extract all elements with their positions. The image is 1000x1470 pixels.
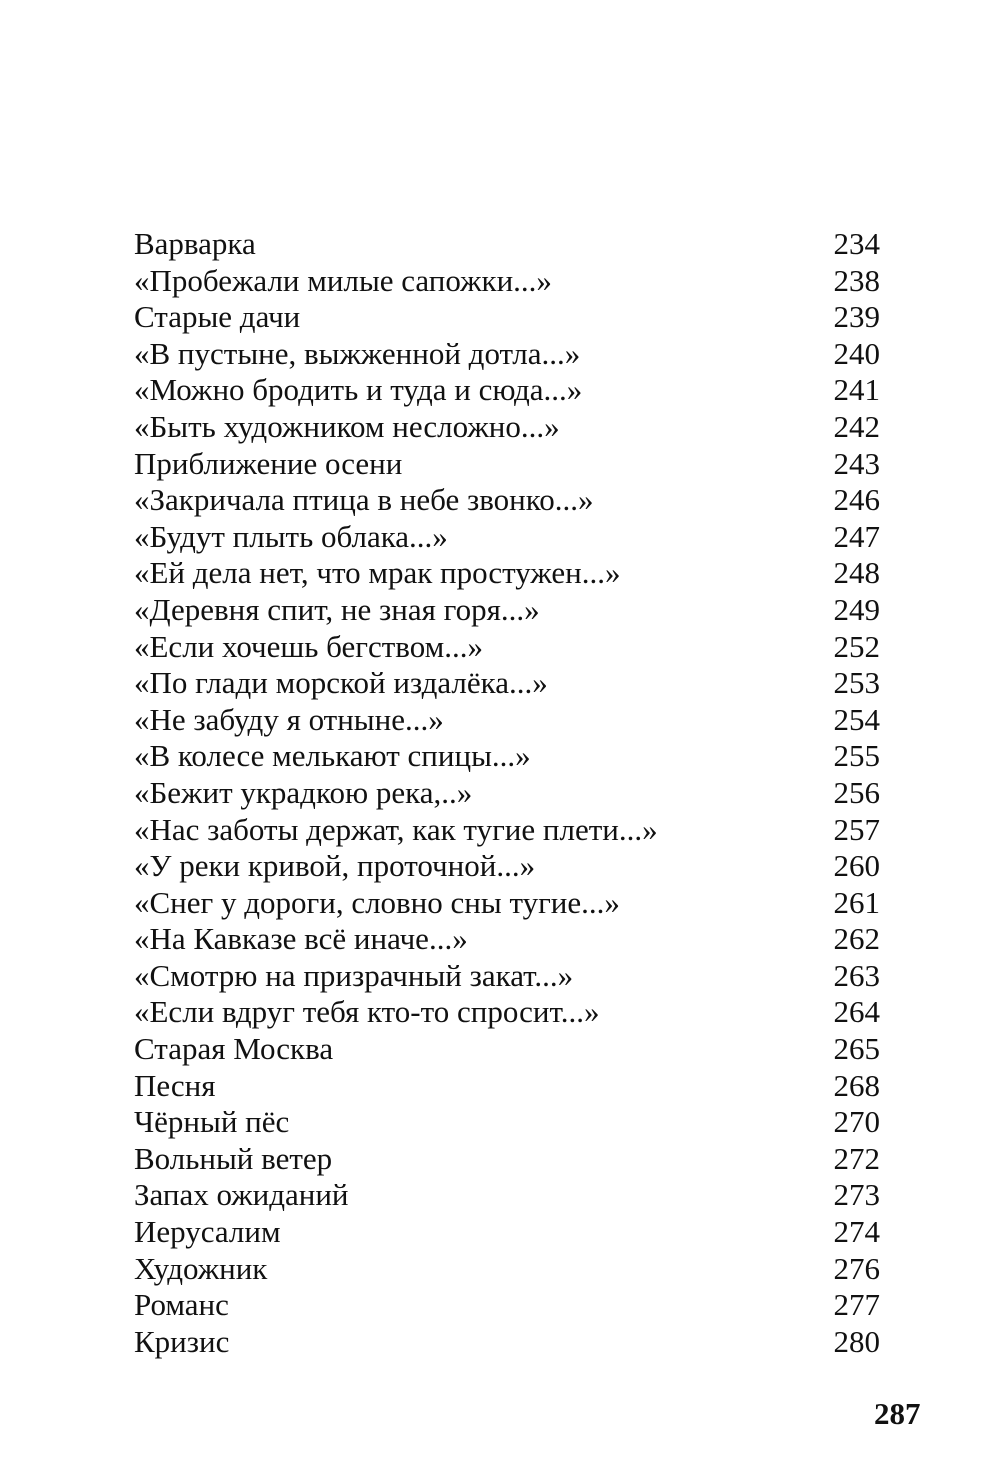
toc-entry bbox=[134, 592, 880, 629]
toc-entry-title: Запах ожиданий bbox=[134, 1177, 349, 1213]
toc-entry bbox=[134, 226, 880, 263]
toc-entry-page-number: 268 bbox=[833, 1067, 880, 1103]
toc-entry-title: «Деревня спит, не зная горя...» bbox=[134, 591, 540, 627]
toc-entry-title: «Закричала птица в небе звонко...» bbox=[134, 482, 594, 518]
toc-entry-title: «У реки кривой, проточной...» bbox=[134, 848, 536, 884]
toc-entry-page-number: 240 bbox=[833, 335, 880, 371]
toc-entry-title: «В пустыне, выжженной дотла...» bbox=[134, 335, 581, 371]
toc-entry-title: Варварка bbox=[134, 226, 256, 261]
toc-entry bbox=[134, 263, 880, 300]
toc-entry bbox=[134, 1141, 880, 1178]
toc-entry bbox=[134, 629, 880, 666]
toc-entry-title: «Можно бродить и туда и сюда...» bbox=[134, 372, 583, 408]
toc-entry-title: Чёрный пёс bbox=[134, 1104, 290, 1140]
toc-entry-page-number: 253 bbox=[833, 665, 880, 701]
toc-entry bbox=[134, 446, 880, 483]
toc-entry-title: Романс bbox=[134, 1287, 229, 1323]
toc-entry-page-number: 272 bbox=[833, 1140, 880, 1176]
toc-entry bbox=[134, 921, 880, 958]
toc-entry-title: «Бежит украдкою река,..» bbox=[134, 774, 473, 810]
toc-entry-title: Старая Москва bbox=[134, 1031, 334, 1067]
toc-entry-page-number: 256 bbox=[833, 774, 880, 810]
toc-entry-title: Приближение осени bbox=[134, 445, 403, 481]
toc-entry bbox=[134, 958, 880, 995]
toc-entry bbox=[134, 1214, 880, 1251]
toc-entry-page-number: 238 bbox=[833, 262, 880, 298]
toc-entry bbox=[134, 702, 880, 739]
toc-entry-title: «На Кавказе всё иначе...» bbox=[134, 921, 468, 957]
toc-entry bbox=[134, 848, 880, 885]
toc-entry-title: «Будут плыть облака...» bbox=[134, 518, 448, 554]
toc-entry-title: «Если хочешь бегством...» bbox=[134, 628, 483, 664]
toc-entry bbox=[134, 336, 880, 373]
toc-entry bbox=[134, 665, 880, 702]
toc-entry-page-number: 264 bbox=[833, 994, 880, 1030]
toc-entry-title: Песня bbox=[134, 1067, 216, 1103]
toc-entry-page-number: 248 bbox=[833, 555, 880, 591]
toc-entry bbox=[134, 1031, 880, 1068]
toc-entry-page-number: 243 bbox=[833, 445, 880, 481]
toc-entry bbox=[134, 555, 880, 592]
toc-entry-page-number: 273 bbox=[833, 1177, 880, 1213]
toc-entry-title: «Снег у дороги, словно сны тугие...» bbox=[134, 884, 620, 920]
toc-entry bbox=[134, 372, 880, 409]
toc-entry-title: Кризис bbox=[134, 1323, 230, 1359]
toc-entry bbox=[134, 775, 880, 812]
toc-entry bbox=[134, 519, 880, 556]
toc-entry-page-number: 274 bbox=[833, 1214, 880, 1250]
toc-entry-title: «Если вдруг тебя кто-то спросит...» bbox=[134, 994, 600, 1030]
toc-entry bbox=[134, 409, 880, 446]
toc-entry-page-number: 246 bbox=[833, 482, 880, 518]
toc-entry-page-number: 255 bbox=[833, 738, 880, 774]
toc-entry-title: «Не забуду я отныне...» bbox=[134, 701, 444, 737]
toc-entry-title: «Быть художником несложно...» bbox=[134, 408, 560, 444]
toc-entry-title: «Ей дела нет, что мрак простужен...» bbox=[134, 555, 621, 591]
toc-entry-page-number: 239 bbox=[833, 299, 880, 335]
toc-entry-title: «Смотрю на призрачный закат...» bbox=[134, 957, 574, 993]
toc-entry bbox=[134, 1287, 880, 1324]
toc-entry-page-number: 252 bbox=[833, 628, 880, 664]
table-of-contents bbox=[134, 226, 880, 1360]
toc-entry-page-number: 260 bbox=[833, 848, 880, 884]
toc-entry-page-number: 277 bbox=[833, 1287, 880, 1323]
page-number: 287 bbox=[874, 1396, 921, 1431]
toc-entry-page-number: 254 bbox=[833, 701, 880, 737]
toc-entry bbox=[134, 299, 880, 336]
toc-entry-page-number: 261 bbox=[833, 884, 880, 920]
toc-entry-page-number: 241 bbox=[833, 372, 880, 408]
toc-entry bbox=[134, 1251, 880, 1288]
toc-entry-page-number: 263 bbox=[833, 957, 880, 993]
toc-entry bbox=[134, 1324, 880, 1361]
toc-entry bbox=[134, 1104, 880, 1141]
toc-entry-title: «По глади морской издалёка...» bbox=[134, 665, 548, 701]
toc-entry-page-number: 265 bbox=[833, 1031, 880, 1067]
toc-entry-title: Иерусалим bbox=[134, 1214, 281, 1250]
toc-entry-page-number: 262 bbox=[833, 921, 880, 957]
toc-entry bbox=[134, 994, 880, 1031]
toc-entry-title: Вольный ветер bbox=[134, 1140, 333, 1176]
toc-entry-title: «Нас заботы держат, как тугие плети...» bbox=[134, 811, 658, 847]
toc-entry bbox=[134, 812, 880, 849]
toc-entry-page-number: 270 bbox=[833, 1104, 880, 1140]
toc-entry-page-number: 242 bbox=[833, 408, 880, 444]
toc-entry bbox=[134, 738, 880, 775]
toc-entry-title: Художник bbox=[134, 1250, 268, 1286]
toc-entry-title: «В колесе мелькают спицы...» bbox=[134, 738, 531, 774]
toc-entry-page-number: 247 bbox=[833, 518, 880, 554]
toc-entry-page-number: 234 bbox=[833, 226, 880, 261]
toc-entry bbox=[134, 1177, 880, 1214]
toc-entry bbox=[134, 885, 880, 922]
toc-entry bbox=[134, 1068, 880, 1105]
toc-entry-title: «Пробежали милые сапожки...» bbox=[134, 262, 552, 298]
toc-entry bbox=[134, 482, 880, 519]
toc-entry-page-number: 276 bbox=[833, 1250, 880, 1286]
toc-entry-page-number: 257 bbox=[833, 811, 880, 847]
toc-entry-page-number: 249 bbox=[833, 591, 880, 627]
toc-entry-page-number: 280 bbox=[833, 1323, 880, 1359]
toc-entry-title: Старые дачи bbox=[134, 299, 301, 335]
